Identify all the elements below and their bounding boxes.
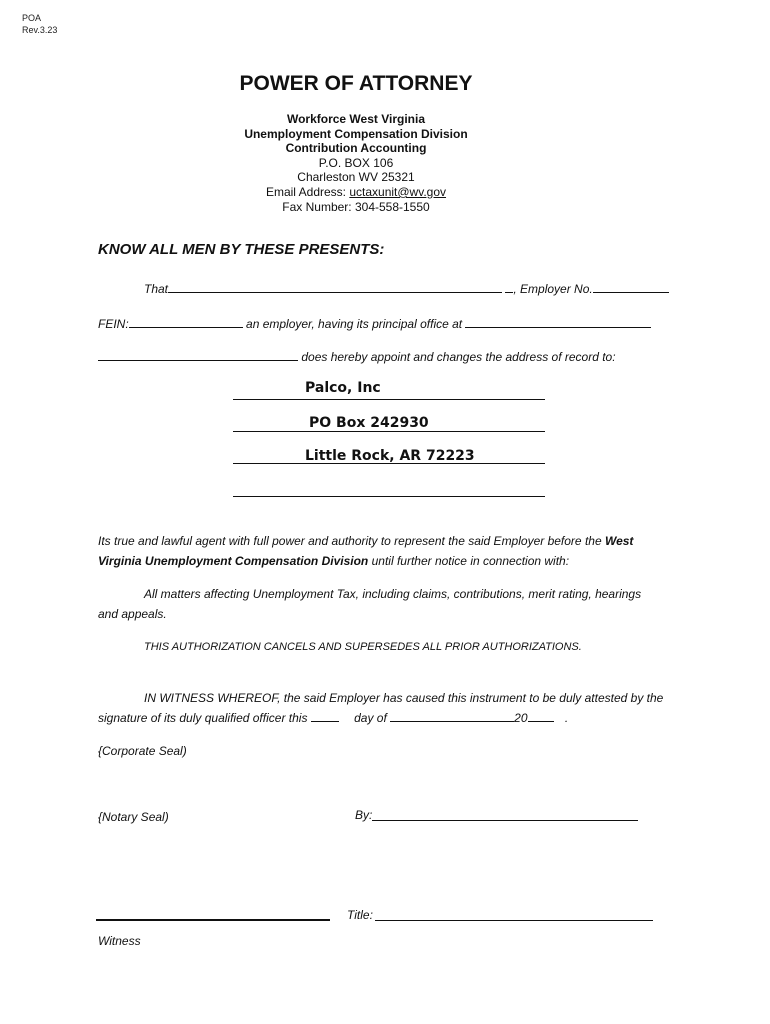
corporate-seal: {Corporate Seal) [98,744,187,758]
agent-address-1-line[interactable] [233,431,545,432]
witness-officer-text: signature of its duly qualified officer this [98,711,311,725]
witness-signature-line[interactable] [96,919,330,921]
cancels-notice: THIS AUTHORIZATION CANCELS AND SUPERSEDES ALL PRIOR AUTHORIZATIONS. [144,641,582,653]
agent-paragraph [98,531,678,571]
witness-line-1: IN WITNESS WHEREOF, the said Employer has caused this instrument to be duly attested by the [144,691,664,705]
presents-heading: KNOW ALL MEN BY THESE PRESENTS: [98,241,385,258]
fein-line [98,316,698,331]
notary-seal: {Notary Seal) [98,810,169,824]
month-field[interactable] [390,710,514,722]
form-code: POA [22,13,42,23]
fein-field[interactable] [129,316,243,328]
witness-century-text: 20 [514,711,528,725]
employer-name-field[interactable] [168,281,502,293]
agent-address-1: PO Box 242930 [309,415,429,431]
appoint-text: does hereby appoint and changes the address of record to: [301,350,616,364]
agency-division: Unemployment Compensation Division [244,126,468,141]
title-label: Title: [347,908,373,922]
witness-label: Witness [98,934,141,948]
fein-label: FEIN: [98,317,129,331]
year-field[interactable] [528,710,554,722]
email-label: Email Address: [265,184,350,199]
employer-no-label: , Employer No. [513,282,593,296]
email-link[interactable]: uctaxunit@wv.gov [349,184,447,199]
office-continuation-field[interactable] [98,349,298,361]
that-line [144,281,684,296]
matters-line-1: All matters affecting Unemployment Tax, including claims, contributions, merit rating, hearings [144,587,642,601]
witness-line-2 [98,708,688,728]
employer-no-field[interactable] [593,281,669,293]
matters-line-2: and appeals. [98,607,167,621]
title-line[interactable] [375,920,653,921]
agency-address-block [0,112,712,214]
agency-unit: Contribution Accounting [285,141,427,156]
agent-bold-west: West [604,534,634,548]
by-signature-line[interactable] [372,820,638,821]
agent-text-1: Its true and lawful agent with full power and authority to represent the said Employer before the [98,534,605,548]
agency-city: Charleston WV 25321 [297,170,415,185]
agent-address-2: Little Rock, AR 72223 [305,448,475,464]
agent-paragraph-line-2 [98,551,678,571]
appoint-line [98,349,698,364]
agent-text-2: until further notice in connection with: [368,554,570,568]
agent-name-line[interactable] [233,399,545,400]
witness-paragraph [98,688,688,728]
page-title: POWER OF ATTORNEY [239,72,473,95]
agency-po-box: P.O. BOX 106 [318,155,394,170]
agency-email-line [0,185,712,200]
day-field[interactable] [311,710,339,722]
that-label: That [144,282,169,296]
employer-office-text: an employer, having its principal office at [246,317,463,331]
agency-name: Workforce West Virginia [286,112,426,126]
principal-office-field[interactable] [465,316,651,328]
agency-fax: Fax Number: 304-558-1550 [282,199,430,214]
witness-period: . [564,711,569,725]
agent-paragraph-line-1 [98,531,678,551]
matters-paragraph [98,584,678,624]
witness-day-of-text: day of [354,711,391,725]
agent-bold-division: Virginia Unemployment Compensation Division [98,554,369,568]
by-label: By: [355,808,373,822]
agent-address-2-line[interactable] [233,463,545,464]
form-revision [22,12,57,36]
revision-label: Rev.3.23 [22,25,58,35]
agent-address-3-line[interactable] [233,496,545,497]
agent-name: Palco, Inc [305,380,381,396]
